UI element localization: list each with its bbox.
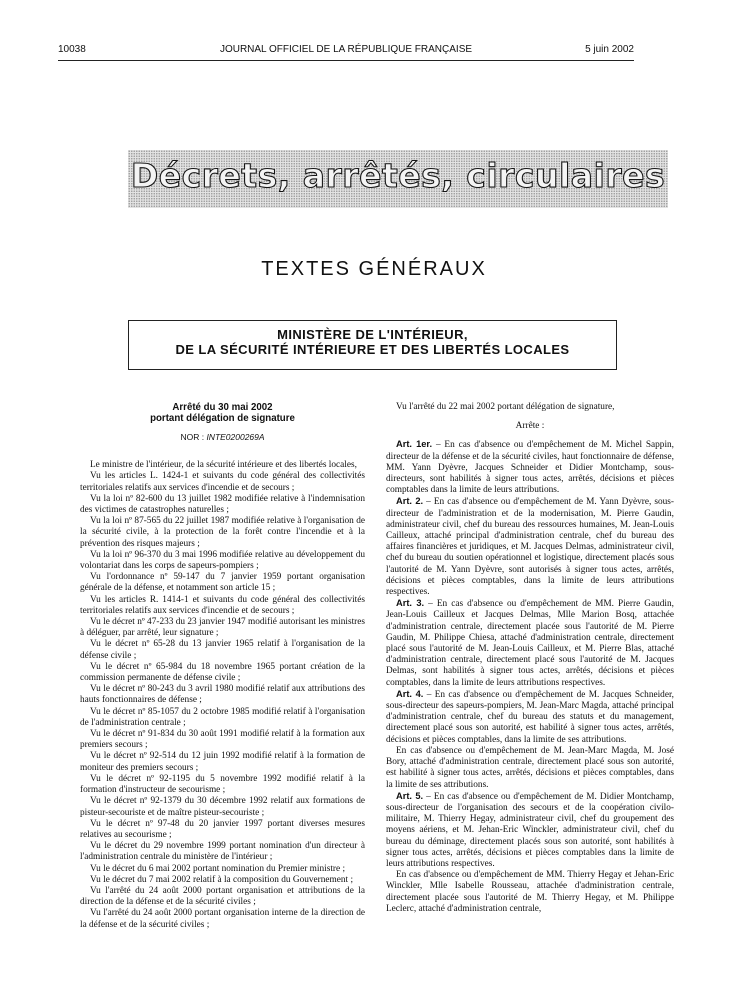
article-paragraph [386, 439, 674, 496]
arrete-title-line-1: Arrêté du 30 mai 2002 [172, 402, 273, 413]
article-text: – En cas d'absence ou d'empêchement de MM. Pierre Gaudin, Jean-Louis Cailleux et Jacques Delmas, Mlle Marion Bosq, attachée d'administration centrale, directement placée sous l'autorité de M. Pierre Gaudin, M. Philippe Chiesa, attaché d'administration centrale, directement placé sous l'autorité de M. Jean-Louis Cailleux, et M. Pierre Blas, attaché d'administration centrale, directement placé sous l'autorité de M. Jacques Delmas, sont habilités à signer tous actes, arrêtés, décisions et pièces comptables, dans la limite de leurs attributions respectives. [386, 599, 674, 688]
visa-paragraph: Le ministre de l'intérieur, de la sécurité intérieure et des libertés locales, [90, 460, 357, 471]
header-rule [58, 60, 634, 61]
visa-paragraph: Vu le décret nº 65-984 du 18 novembre 1965 portant création de la commission permanente de défense civile ; [80, 661, 365, 684]
article-paragraph [386, 689, 674, 746]
visa-paragraph: Vu la loi nº 87-565 du 22 juillet 1987 modifiée relative à l'organisation de la sécurité civile, à la protection de la forêt contre l'incendie et à la prévention des risques majeurs ; [80, 516, 365, 549]
journal-title: JOURNAL OFFICIEL DE LA RÉPUBLIQUE FRANÇAISE [219, 44, 473, 55]
arrete-title [80, 402, 365, 424]
article-paragraph [386, 791, 674, 870]
nor-reference [80, 432, 365, 443]
visas-list [80, 460, 365, 931]
article-continuation: En cas d'absence ou d'empêchement de MM. Thierry Hegay et Jehan-Eric Winckler, Mlle Isabelle Rousseau, attachée d'administration centrale, directement placée sous l'autorité de M. Thierry Hegay, et M. Philippe Leclerc, attaché d'administration centrale, [386, 870, 674, 914]
nor-code: INTE0200269A [206, 432, 265, 442]
article-label: Art. 1er. [396, 439, 433, 450]
visa-paragraph: Vu le décret du 29 novembre 1999 portant nomination d'un directeur à l'administration centrale du ministère de l'intérieur ; [80, 841, 365, 863]
visa-paragraph: Vu les articles L. 1424-1 et suivants du code général des collectivités territoriales relatifs aux services d'incendie et de secours ; [80, 471, 365, 493]
article-label: Art. 4. [396, 688, 424, 699]
visa-paragraph: Vu l'arrêté du 24 août 2000 portant organisation interne de la direction de la défense et de la sécurité civiles ; [80, 908, 365, 930]
arrete-title-line-2: portant délégation de signature [150, 413, 295, 424]
visa-paragraph: Vu le décret nº 80-243 du 3 avril 1980 modifié relatif aux attributions des hauts fonctionnaires de défense ; [80, 684, 365, 706]
left-column [80, 402, 365, 931]
article-label: Art. 3. [396, 598, 425, 609]
ministry-line-1: MINISTÈRE DE L'INTÉRIEUR, [277, 327, 468, 342]
visa-paragraph: Vu le décret du 6 mai 2002 portant nomination du Premier ministre ; [90, 863, 346, 874]
nor-label: NOR : [180, 432, 205, 442]
page-number: 10038 [58, 44, 86, 55]
visa-paragraph: Vu le décret nº 97-48 du 20 janvier 1997 portant diverses mesures relatives au secourisme ; [80, 818, 365, 840]
visa-paragraph: Vu le décret nº 92-1379 du 30 décembre 1992 relatif aux formations de pisteur-secouriste et de maître pisteur-secouriste ; [80, 796, 365, 818]
article-text: – En cas d'absence ou d'empêchement de M. Yann Dyèvre, sous-directeur de l'administration et de la modernisation, M. Pierre Gaudin, administrateur civil, chef du bureau des ressources humaines, M. Jean-Louis Cailleux, attaché principal d'administration centrale, chef du bureau des affaires financières et juridiques, et M. Jacques Delmas, administrateur civil, chef du bureau du soutien opérationnel et logistique, directement placés sous l'autorité de M. Yann Dyèvre, sont autorisés à signer tous actes, arrêtés, décisions et pièces comptables, dans la limite de leurs attributions respectives. [386, 497, 674, 598]
issue-date: 5 juin 2002 [585, 44, 634, 55]
section-title: TEXTES GÉNÉRAUX [261, 258, 487, 280]
visa-paragraph: Vu la loi nº 82-600 du 13 juillet 1982 modifiée relative à l'indemnisation des victimes de catastrophes naturelles ; [80, 493, 365, 516]
articles-list [386, 439, 674, 915]
article-label: Art. 5. [396, 790, 424, 801]
visa-paragraph: Vu le décret nº 92-514 du 12 juin 1992 modifié relatif à la formation de moniteur des premiers secours ; [80, 751, 365, 773]
visa-paragraph: Vu les articles R. 1414-1 et suivants du code général des collectivités territoriales relatifs aux services d'incendie et de secours ; [80, 594, 365, 616]
visa-paragraph: Vu l'arrêté du 24 août 2000 portant organisation et attributions de la direction de la défense et de la sécurité civiles ; [80, 885, 365, 908]
visa-paragraph: Vu le décret nº 92-1195 du 5 novembre 1992 modifié relatif à la formation d'instructeur de secourisme ; [80, 773, 365, 796]
article-paragraph [386, 496, 674, 598]
visa-paragraph: Vu le décret nº 65-28 du 13 janvier 1965 relatif à l'organisation de la défense civile ; [80, 639, 365, 661]
article-text: – En cas d'absence ou d'empêchement de M. Michel Sappin, directeur de la défense et de la sécurité civiles, haut fonctionnaire de défense, MM. Yann Dyèvre, Jacques Schneider et Didier Montchamp, sous-directeurs, sont habilités à signer tous actes, arrêtés, décisions et pièces comptables dans la limite de leurs attributions. [386, 440, 675, 496]
visa-paragraph: Vu le décret nº 47-233 du 23 janvier 1947 modifié autorisant les ministres à déléguer, par arrêté, leur signature ; [80, 617, 365, 639]
visa-paragraph: Vu le décret nº 91-834 du 30 août 1991 modifié relatif à la formation aux premiers secours ; [80, 729, 365, 751]
running-header [58, 44, 634, 58]
article-text: – En cas d'absence ou d'empêchement de M. Jacques Schneider, sous-directeur des sapeurs-pompiers, M. Jean-Marc Magda, attaché principal d'administration centrale, chef du bureau des statuts et du management, directement placé sous son autorité, est habilité à signer tous actes, arrêtés, décisions et pièces comptables, dans la limite de ses attributions. [386, 689, 675, 745]
visa-paragraph: Vu l'ordonnance nº 59-147 du 7 janvier 1959 portant organisation générale de la défense, et notamment son article 15 ; [80, 572, 365, 594]
article-text: – En cas d'absence ou d'empêchement de M. Didier Montchamp, sous-directeur de l'organisation des secours et de la coopération civilo-militaire, M. Thierry Hegay, administrateur civil, chef du groupement des moyens aériens, et M. Jehan-Eric Winckler, administrateur civil, chef du bureau du déminage, directement placés sous son autorité, sont habilités à signer tous actes, arrêtés, décisions et pièces comptables dans la limite de leurs attributions respectives. [386, 791, 674, 869]
visa-paragraph: Vu le décret du 7 mai 2002 relatif à la composition du Gouvernement ; [90, 874, 354, 885]
ministry-heading [128, 320, 617, 370]
visa-intro: Vu l'arrêté du 22 mai 2002 portant délégation de signature, [396, 402, 615, 412]
banner-title: Décrets, arrêtés, circulaires [130, 156, 666, 195]
article-paragraph [386, 598, 674, 689]
article-label: Art. 2. [396, 496, 424, 507]
arrete-word: Arrête : [515, 421, 545, 432]
visa-paragraph: Vu la loi nº 96-370 du 3 mai 1996 modifiée relative au développement du volontariat dans les corps de sapeurs-pompiers ; [80, 549, 365, 572]
visa-paragraph: Vu le décret nº 85-1057 du 2 octobre 1985 modifié relatif à l'organisation de l'administration centrale ; [80, 706, 365, 728]
right-column [386, 402, 674, 915]
ministry-line-2: DE LA SÉCURITÉ INTÉRIEURE ET DES LIBERTÉS LOCALES [175, 342, 570, 357]
section-banner [128, 150, 668, 208]
article-continuation: En cas d'absence ou d'empêchement de M. Jean-Marc Magda, M. José Bory, attaché d'administration centrale, directement placé sous son autorité, est habilité à signer tous actes, arrêtés, décisions et pièces comptables, dans la limite de ses attributions. [386, 745, 674, 790]
